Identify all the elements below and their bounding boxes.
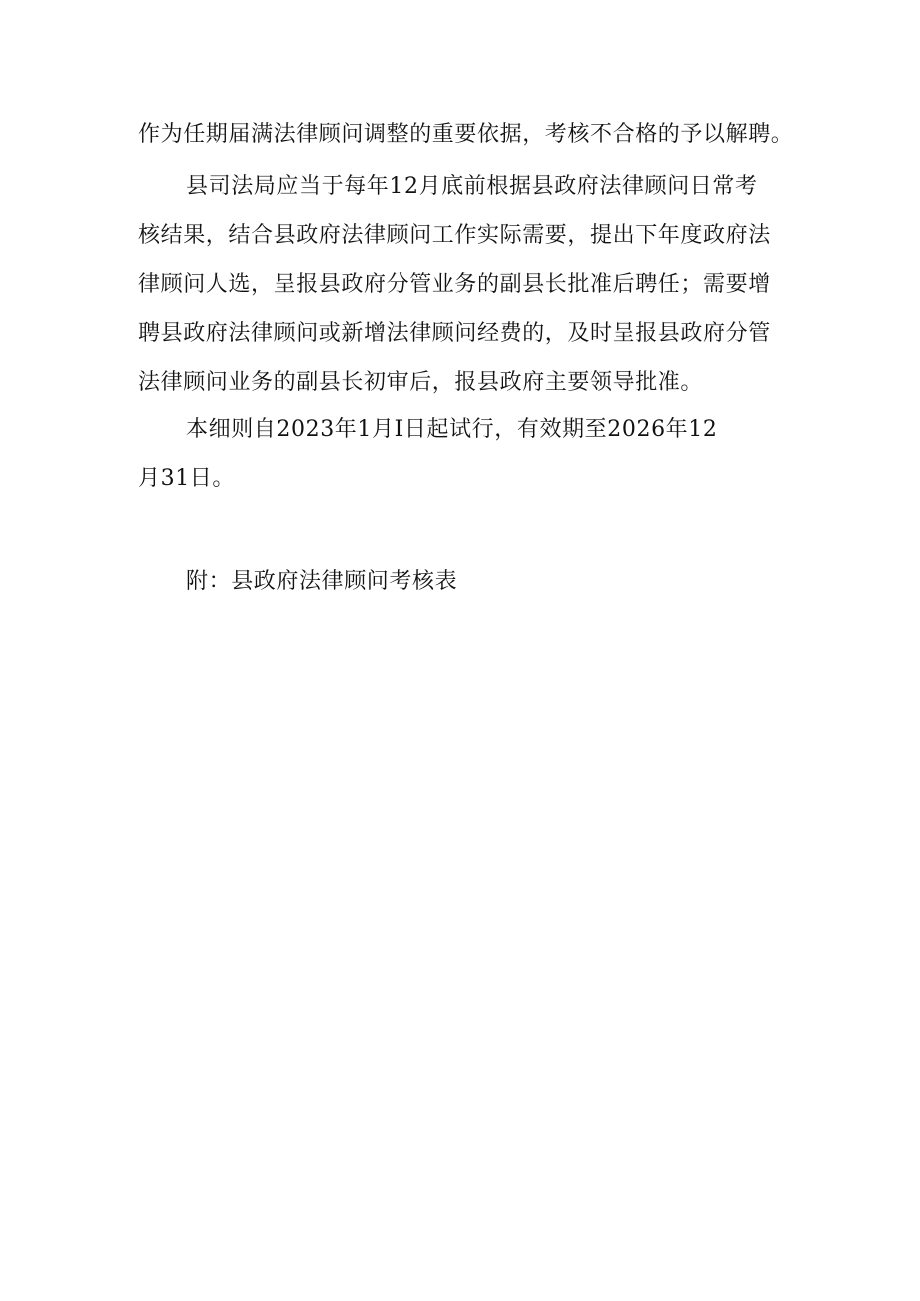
text-line: 法律顾问业务的副县长初审后，报县政府主要领导批准。 (138, 370, 704, 395)
text-line: 本细则自2023年1月I日起试行，有效期至2026年12 (186, 417, 718, 442)
text-line: 县司法局应当于每年12月底前根据县政府法律顾问日常考 (186, 174, 758, 199)
text-line: 作为任期届满法律顾问调整的重要依据，考核不合格的予以解聘。 (138, 122, 794, 147)
text-line: 核结果，结合县政府法律顾问工作实际需要，提出下年度政府法 (138, 223, 771, 248)
text-line: 月31日。 (138, 466, 235, 491)
attachment-note: 附：县政府法律顾问考核表 (186, 569, 458, 594)
text-line: 律顾问人选，呈报县政府分管业务的副县长批准后聘任；需要增 (138, 272, 771, 297)
text-line: 聘县政府法律顾问或新增法律顾问经费的，及时呈报县政府分管 (138, 321, 771, 346)
